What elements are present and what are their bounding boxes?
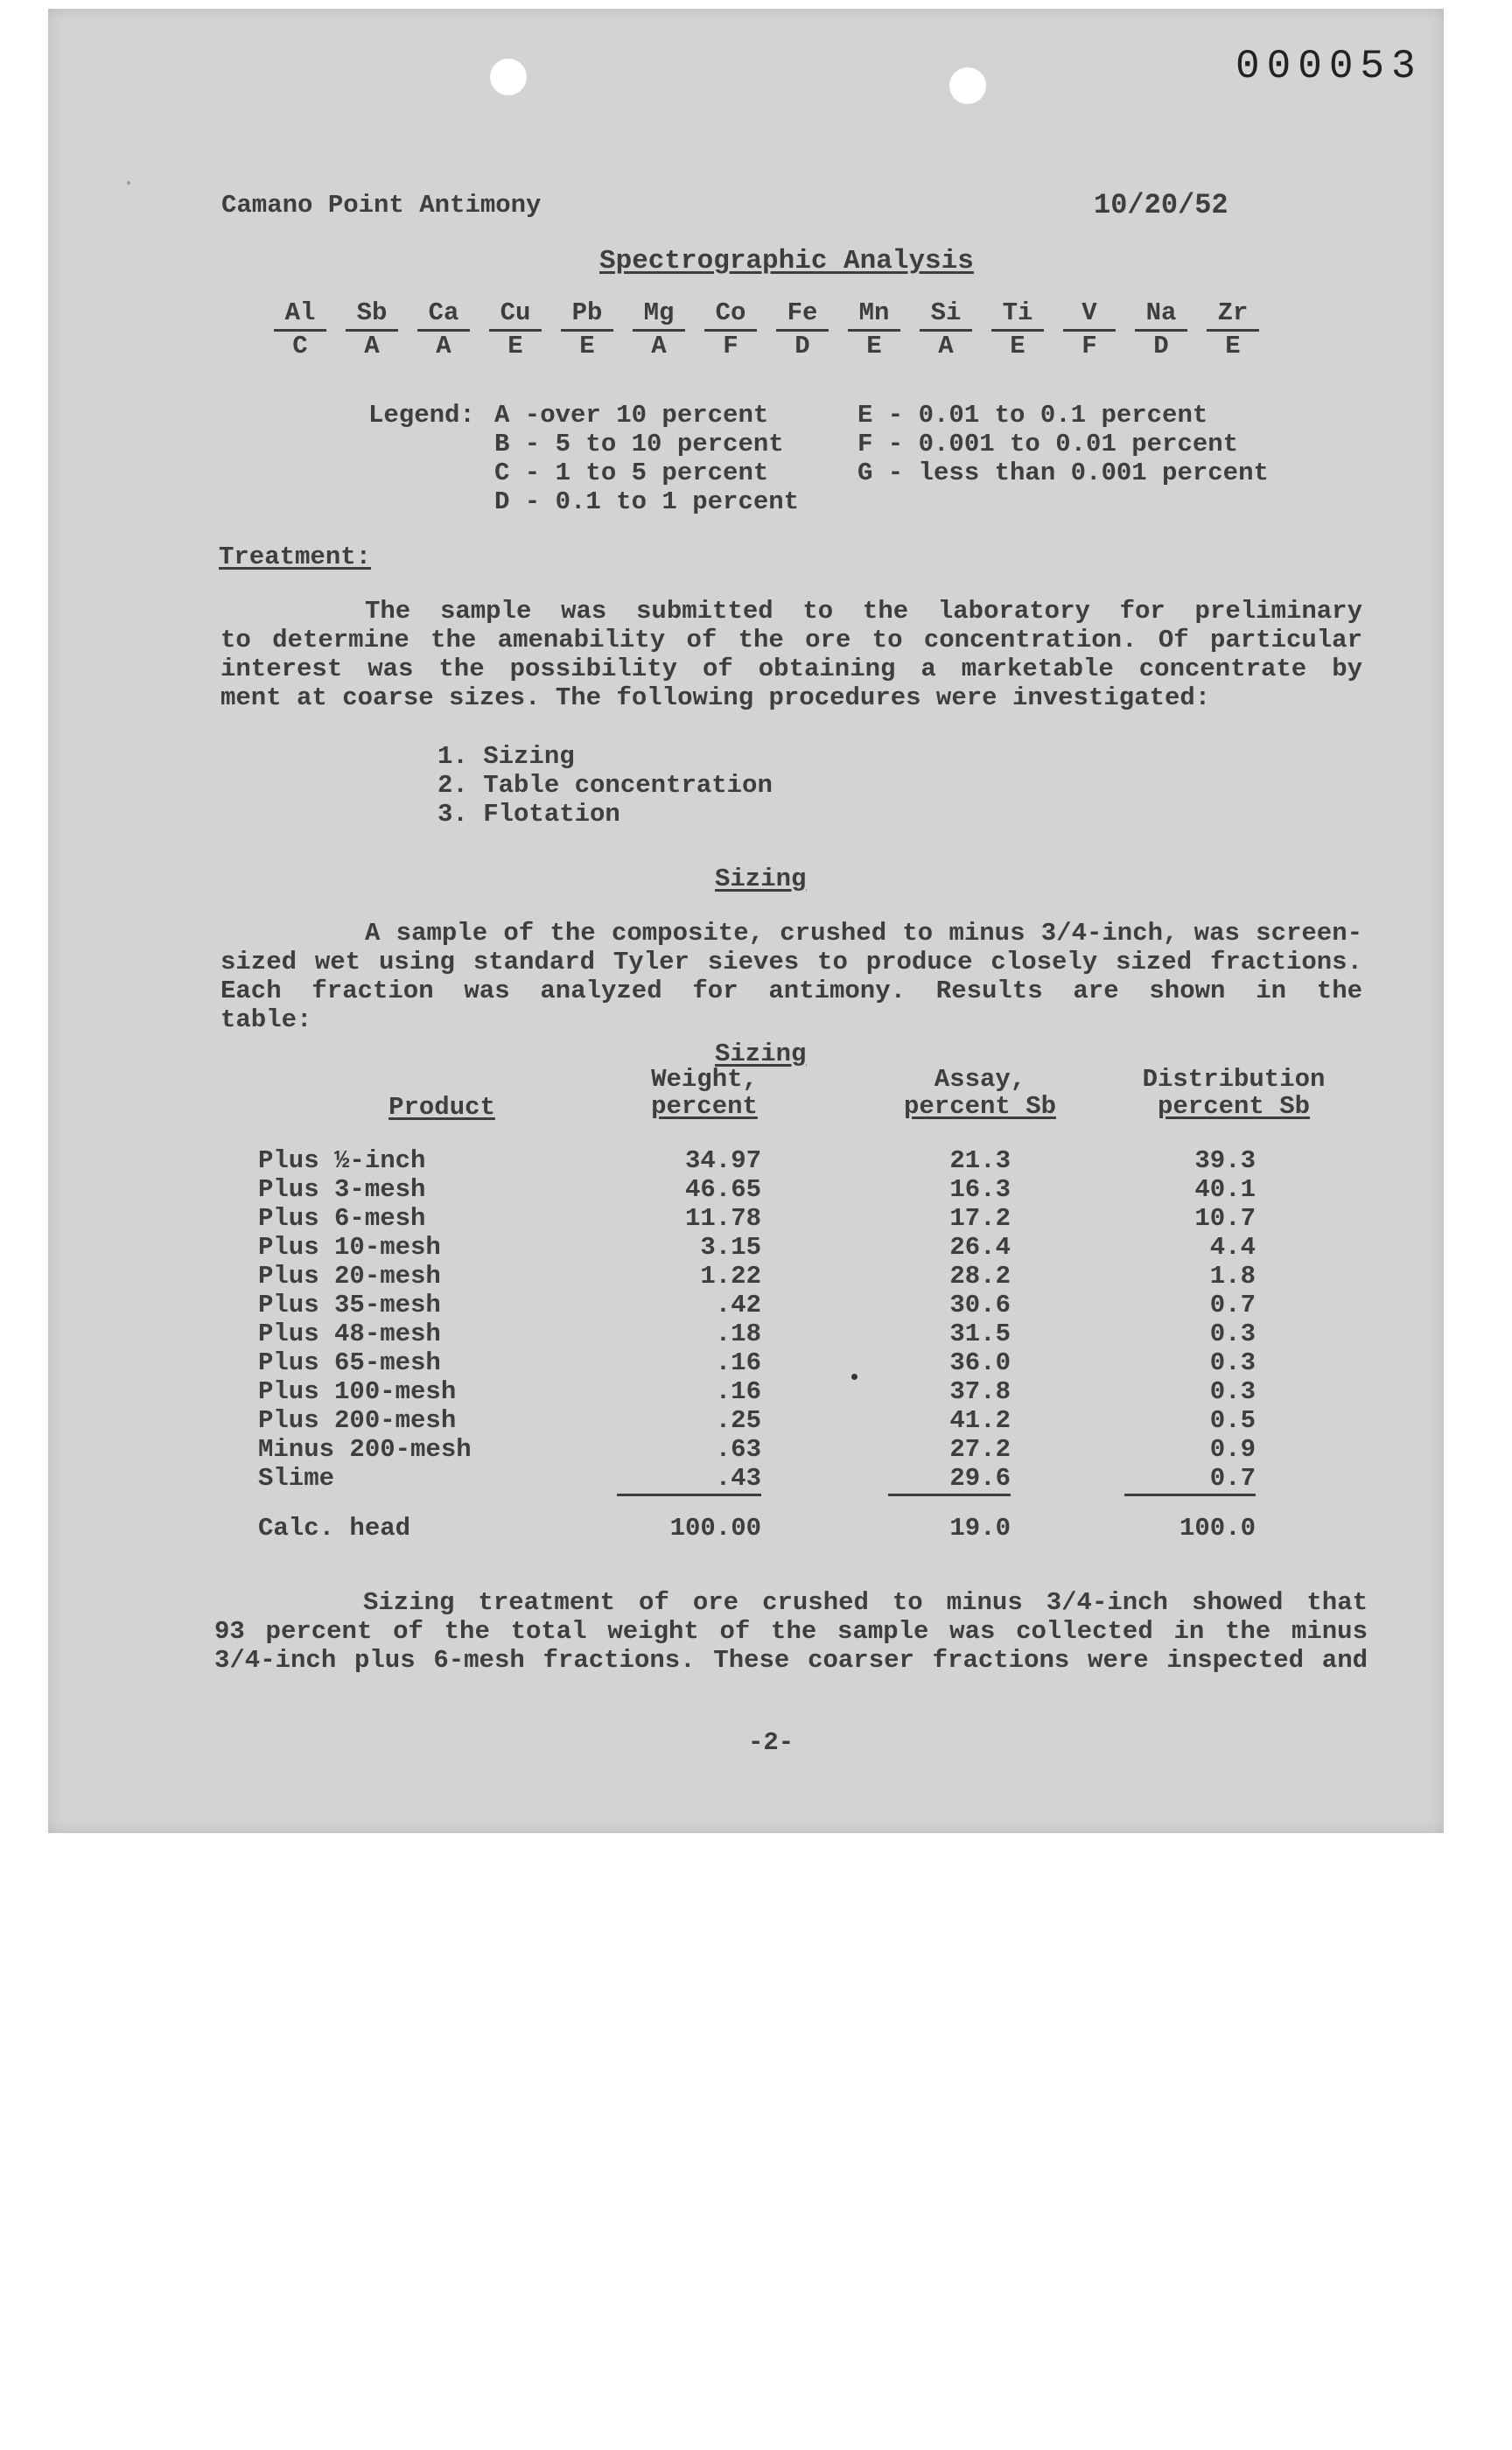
sizing-heading: Sizing bbox=[715, 864, 807, 893]
row-product: Plus 10-mesh bbox=[258, 1233, 441, 1262]
header-weight-line2: percent bbox=[651, 1092, 758, 1121]
punch-hole bbox=[490, 59, 527, 95]
element-symbol: Mg bbox=[633, 298, 685, 332]
legend-item: F - 0.001 to 0.01 percent bbox=[858, 430, 1239, 458]
row-weight: 3.15 bbox=[700, 1233, 761, 1262]
element-symbol: V bbox=[1063, 298, 1116, 332]
row-distribution: 0.7 bbox=[1209, 1291, 1256, 1320]
document-number: 000053 bbox=[1236, 44, 1423, 89]
row-distribution: 10.7 bbox=[1194, 1204, 1256, 1233]
element-symbol: Na bbox=[1135, 298, 1187, 332]
element-sb bbox=[346, 298, 398, 361]
sizing-paragraph bbox=[220, 919, 1362, 1034]
row-distribution: 0.3 bbox=[1209, 1320, 1256, 1348]
paper-speck bbox=[127, 181, 130, 185]
element-grade: A bbox=[364, 332, 380, 360]
paragraph-line: sized wet using standard Tyler sieves to produce closely sized fractions. bbox=[220, 948, 1362, 976]
header-distribution bbox=[1120, 1066, 1348, 1120]
row-weight: .43 bbox=[715, 1464, 761, 1493]
row-distribution: 0.3 bbox=[1209, 1377, 1256, 1406]
paragraph-line: A sample of the composite, crushed to minus 3/4-inch, was screen- bbox=[365, 919, 1362, 948]
row-assay: 29.6 bbox=[949, 1464, 1011, 1493]
row-product: Slime bbox=[258, 1464, 335, 1493]
element-symbol: Mn bbox=[848, 298, 900, 332]
weight-total-rule bbox=[617, 1494, 761, 1496]
element-grade: C bbox=[292, 332, 308, 360]
row-distribution: 4.4 bbox=[1209, 1233, 1256, 1262]
row-weight: .42 bbox=[715, 1291, 761, 1320]
row-assay: 16.3 bbox=[949, 1175, 1011, 1204]
document-page bbox=[48, 9, 1444, 1833]
row-distribution: 0.9 bbox=[1209, 1435, 1256, 1464]
element-symbol: Cu bbox=[489, 298, 542, 332]
table-caption: Sizing bbox=[715, 1040, 807, 1068]
row-assay: 37.8 bbox=[949, 1377, 1011, 1406]
row-assay: 41.2 bbox=[949, 1406, 1011, 1435]
stray-dot bbox=[851, 1374, 858, 1380]
element-ca bbox=[417, 298, 470, 361]
row-weight: .16 bbox=[715, 1377, 761, 1406]
row-distribution: 0.7 bbox=[1209, 1464, 1256, 1493]
row-assay: 36.0 bbox=[949, 1348, 1011, 1377]
page-number: -2- bbox=[748, 1728, 794, 1757]
row-weight: 11.78 bbox=[684, 1204, 761, 1233]
procedure-item: 3. Flotation bbox=[438, 800, 620, 829]
total-distribution: 100.0 bbox=[1179, 1514, 1256, 1543]
element-si bbox=[920, 298, 972, 361]
legend-item: B - 5 to 10 percent bbox=[494, 430, 784, 458]
row-product: Plus 3-mesh bbox=[258, 1175, 426, 1204]
row-product: Plus 200-mesh bbox=[258, 1406, 457, 1435]
company-name: Camano Point Antimony bbox=[221, 191, 542, 220]
paragraph-line: Sizing treatment of ore crushed to minus 3/4-inch showed that bbox=[363, 1588, 1368, 1617]
element-cu bbox=[489, 298, 542, 361]
row-assay: 27.2 bbox=[949, 1435, 1011, 1464]
row-weight: .25 bbox=[715, 1406, 761, 1435]
row-weight: .18 bbox=[715, 1320, 761, 1348]
header-product bbox=[337, 1094, 547, 1121]
row-assay: 21.3 bbox=[949, 1146, 1011, 1175]
element-grade: E bbox=[866, 332, 882, 360]
element-symbol: Zr bbox=[1207, 298, 1259, 332]
element-symbol: Pb bbox=[561, 298, 613, 332]
spectrographic-title: Spectrographic Analysis bbox=[599, 246, 974, 276]
row-product: Plus 65-mesh bbox=[258, 1348, 441, 1377]
legend-label: Legend: bbox=[368, 401, 475, 430]
header-assay-line2: percent Sb bbox=[903, 1092, 1057, 1121]
paragraph-line: ment at coarse sizes. The following procedures were investigated: bbox=[220, 683, 1211, 712]
element-grade: E bbox=[1225, 332, 1241, 360]
distribution-total-rule bbox=[1124, 1494, 1256, 1496]
row-weight: .63 bbox=[715, 1435, 761, 1464]
legend-item: D - 0.1 to 1 percent bbox=[494, 487, 800, 516]
element-mg bbox=[633, 298, 685, 361]
paragraph-line: 3/4-inch plus 6-mesh fractions. These coarser fractions were inspected and bbox=[214, 1646, 1368, 1675]
paragraph-line: 93 percent of the total weight of the sample was collected in the minus bbox=[214, 1617, 1368, 1646]
treatment-heading: Treatment: bbox=[219, 542, 372, 571]
row-product: Plus 35-mesh bbox=[258, 1291, 441, 1320]
element-grade: A bbox=[938, 332, 954, 360]
row-weight: 46.65 bbox=[684, 1175, 761, 1204]
procedure-item: 1. Sizing bbox=[438, 742, 575, 771]
element-v bbox=[1063, 298, 1116, 361]
element-symbol: Ti bbox=[991, 298, 1044, 332]
element-symbol: Co bbox=[704, 298, 757, 332]
row-distribution: 0.5 bbox=[1209, 1406, 1256, 1435]
header-product-label: Product bbox=[388, 1093, 495, 1122]
element-grade: A bbox=[436, 332, 452, 360]
element-grade: E bbox=[508, 332, 523, 360]
row-product: Minus 200-mesh bbox=[258, 1435, 472, 1464]
sizing-closing-paragraph bbox=[214, 1588, 1368, 1675]
element-co bbox=[704, 298, 757, 361]
element-mn bbox=[848, 298, 900, 361]
element-grade: D bbox=[794, 332, 810, 360]
paragraph-line: The sample was submitted to the laboratory for preliminary bbox=[365, 597, 1362, 626]
element-ti bbox=[991, 298, 1044, 361]
element-al bbox=[274, 298, 326, 361]
row-assay: 28.2 bbox=[949, 1262, 1011, 1291]
row-assay: 17.2 bbox=[949, 1204, 1011, 1233]
row-assay: 31.5 bbox=[949, 1320, 1011, 1348]
legend-item: C - 1 to 5 percent bbox=[494, 458, 769, 487]
total-weight: 100.00 bbox=[669, 1514, 761, 1543]
paragraph-line: Each fraction was analyzed for antimony. Results are shown in the bbox=[220, 976, 1362, 1005]
legend-item: E - 0.01 to 0.1 percent bbox=[858, 401, 1208, 430]
element-na bbox=[1135, 298, 1187, 361]
header-weight bbox=[617, 1066, 792, 1120]
row-assay: 26.4 bbox=[949, 1233, 1011, 1262]
element-fe bbox=[776, 298, 829, 361]
element-symbol: Fe bbox=[776, 298, 829, 332]
row-distribution: 39.3 bbox=[1194, 1146, 1256, 1175]
row-distribution: 1.8 bbox=[1209, 1262, 1256, 1291]
paragraph-line: interest was the possibility of obtaining a marketable concentrate by bbox=[220, 654, 1362, 683]
header-dist-line1: Distribution bbox=[1142, 1065, 1326, 1094]
paragraph-line: table: bbox=[220, 1005, 312, 1034]
element-symbol: Al bbox=[274, 298, 326, 332]
element-zr bbox=[1207, 298, 1259, 361]
row-weight: .16 bbox=[715, 1348, 761, 1377]
total-product: Calc. head bbox=[258, 1514, 411, 1543]
procedure-item: 2. Table concentration bbox=[438, 771, 773, 800]
legend-item: G - less than 0.001 percent bbox=[858, 458, 1269, 487]
paragraph-line: to determine the amenability of the ore to concentration. Of particular bbox=[220, 626, 1362, 654]
row-assay: 30.6 bbox=[949, 1291, 1011, 1320]
header-assay-line1: Assay, bbox=[934, 1065, 1026, 1094]
element-grade: D bbox=[1153, 332, 1169, 360]
report-date: 10/20/52 bbox=[1094, 189, 1228, 221]
header-weight-line1: Weight, bbox=[651, 1065, 758, 1094]
element-grade: A bbox=[651, 332, 667, 360]
row-weight: 1.22 bbox=[700, 1262, 761, 1291]
row-product: Plus 100-mesh bbox=[258, 1377, 457, 1406]
element-grade: E bbox=[579, 332, 595, 360]
assay-total-rule bbox=[888, 1494, 1011, 1496]
legend-item: A -over 10 percent bbox=[494, 401, 769, 430]
row-weight: 34.97 bbox=[684, 1146, 761, 1175]
element-symbol: Ca bbox=[417, 298, 470, 332]
punch-hole bbox=[949, 67, 986, 104]
treatment-paragraph bbox=[220, 597, 1362, 712]
total-assay: 19.0 bbox=[949, 1514, 1011, 1543]
header-assay bbox=[875, 1066, 1085, 1120]
row-product: Plus 20-mesh bbox=[258, 1262, 441, 1291]
row-product: Plus 6-mesh bbox=[258, 1204, 426, 1233]
row-product: Plus ½-inch bbox=[258, 1146, 426, 1175]
element-pb bbox=[561, 298, 613, 361]
element-symbol: Sb bbox=[346, 298, 398, 332]
row-distribution: 40.1 bbox=[1194, 1175, 1256, 1204]
row-product: Plus 48-mesh bbox=[258, 1320, 441, 1348]
element-grade: F bbox=[723, 332, 738, 360]
element-grade: F bbox=[1082, 332, 1097, 360]
element-symbol: Si bbox=[920, 298, 972, 332]
header-dist-line2: percent Sb bbox=[1157, 1092, 1311, 1121]
element-grade: E bbox=[1010, 332, 1026, 360]
row-distribution: 0.3 bbox=[1209, 1348, 1256, 1377]
